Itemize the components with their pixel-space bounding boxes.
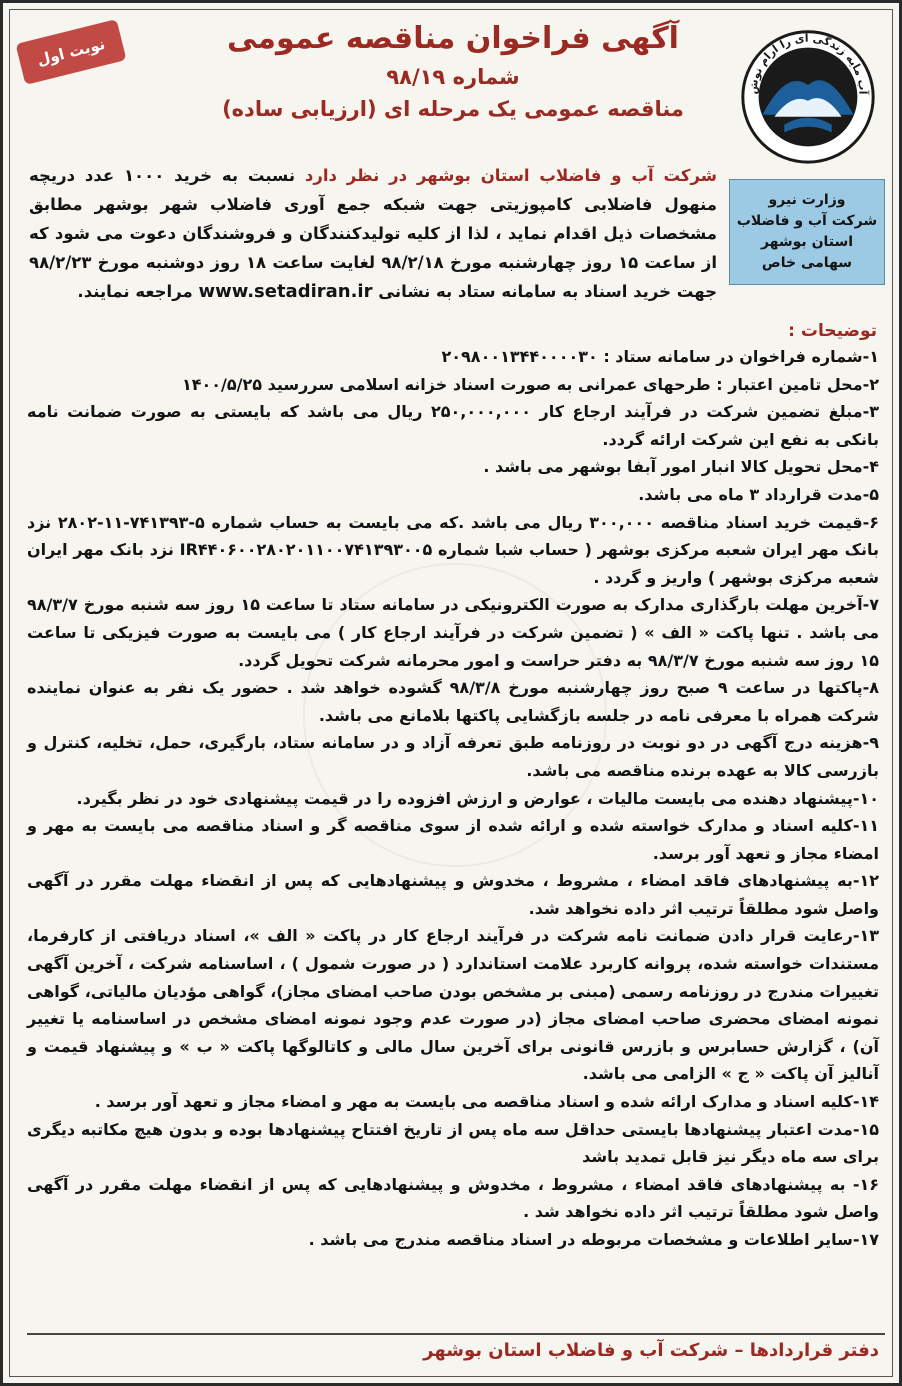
intro-tail: مراجعه نمایند. [77,282,199,301]
note-item: ۴-محل تحویل کالا انبار امور آبفا بوشهر می باشد . [483,457,879,477]
note-item: ۱۲-به پیشنهادهای فاقد امضاء ، مشروط ، مخدوش و پیشنهادهایی که پس از انقضاء مهلت مقرر در آگهی واصل شود مطلقاً ترتیب اثر داده نخواهد شد. [27,871,879,918]
notice-number: شماره ۹۸/۱۹ [386,65,520,89]
website-link[interactable]: www.setadiran.ir [198,281,373,302]
note-item: ۱۱-کلیه اسناد و مدارک خواسته شده و ارائه شده از سوی مناقصه گر و اسناد مناقصه می بایست به مهر و امضاء مجاز و تعهد آور برسد. [27,816,879,863]
notes-heading: توضیحات : [788,321,877,341]
footer-issuer: دفتر قراردادها – شرکت آب و فاضلاب استان بوشهر [27,1333,885,1369]
note-item: ۱۵-مدت اعتبار پیشنهادها بایستی حداقل سه ماه پس از تاریخ افتتاح پیشنهادها بوده و بدون هیچ مکاتبه دیگری برای سه ماه دیگر نیز قابل تمدید باشد [27,1119,879,1167]
svg-text:آب مایه زندگی ای را آرام نوش: آب مایه زندگی ای را آرام نوش [746,31,870,95]
note-item: ۱۶- به پیشنهادهای فاقد امضاء ، مشروط ، مخدوش و پیشنهادهایی که پس از انقضاء مهلت مقرر در آگهی واصل شود مطلقاً ترتیب اثر داده نخواهد شد . [27,1174,879,1222]
note-item: ۱-شماره فراخوان در سامانه ستاد : ۲۰۹۸۰۰۱۳۴۴۰۰۰۰۳۰ [441,347,879,366]
note-item: ۱۰-پیشنهاد دهنده می بایست مالیات ، عوارض و ارزش افزوده را در قیمت پیشنهادی خود در نظر بگیرد. [76,788,879,808]
company-name: شرکت آب و فاضلاب استان بوشهر در نظر دارد [304,166,717,185]
ministry-info-box [729,179,885,285]
note-item: ۱۷-سایر اطلاعات و مشخصات مربوطه در اسناد مناقصه مندرج می باشد . [308,1230,879,1249]
ministry-line: استان بوشهر [760,234,854,250]
ministry-line: شرکت آب و فاضلاب [736,213,878,229]
ministry-line: سهامی خاص [761,255,853,271]
company-logo-block [721,13,893,301]
note-item: ۵-مدت قرارداد ۳ ماه می باشد. [638,484,879,504]
note-item: ۳-مبلغ تضمین شرکت در فرآیند ارجاع کار ۲۵۰,۰۰۰,۰۰۰ ریال می باشد که بایستی به صورت ضمانت نامه بانکی به نفع این شرکت ارائه گردد. [27,402,879,449]
note-item: ۱۴-کلیه اسناد و مدارک ارائه شده و اسناد مناقصه می بایست به مهر و امضاء مجاز و تعهد آور برسد . [94,1092,879,1112]
note-item: ۶-قیمت خرید اسناد مناقصه ۳۰۰,۰۰۰ ریال می باشد .که می بایست به حساب شماره ۵-۷۴۱۳۹۳-۱۱-۲۸۰۲ نزد بانک مهر ایران شعبه مرکزی بوشهر ( حساب شبا شماره IR۴۴۰۶۰۰۲۸۰۲۰۱۱۰۰۷۴۱۳۹۳۰۰۵ نزد بانک مهر ایران شعبه مرکزی بوشهر ) واریز و گردد . [27,512,880,587]
water-company-logo-icon [729,13,887,173]
first-publication-badge: نوبت اول [15,19,126,85]
notes-list [27,343,879,1254]
note-item: ۷-آخرین مهلت بارگذاری مدارک به صورت الکترونیکی در سامانه ستاد تا ساعت ۱۵ روز سه شنبه مورخ ۹۸/۳/۷ می باشد . تنها پاکت « الف » ( تضمین شرکت در فرآیند ارجاع کار ) می بایست به صورت فیزیکی تا ساعت ۱۵ روز سه شنبه مورخ ۹۸/۳/۷ به دفتر حراست و امور محرمانه شرکت تحویل گردد. [27,595,879,670]
ministry-line: وزارت نیرو [768,192,846,208]
intro-paragraph [29,161,717,306]
intro-body: نسبت به خرید ۱۰۰۰ عدد دریچه منهول فاضلابی کامپوزیتی جهت شبکه جمع آوری فاضلاب شهر بوشهر مطابق مشخصات ذیل اقدام نماید ، لذا از کلیه تولیدکنندگان و فروشندگان دعوت می شود که از ساعت ۱۵ روز چهارشنبه مورخ ۹۸/۲/۱۸ لغایت ساعت ۱۸ روز دوشنبه مورخ ۹۸/۲/۲۳ جهت خرید اسناد به سامانه ستاد به نشانی [29,166,717,301]
note-item: ۹-هزینه درج آگهی در دو نوبت در روزنامه طبق تعرفه آزاد و در سامانه ستاد، بارگیری، حمل، تخلیه، کنترل و بازرسی کالا به عهده برنده مناقصه می باشد. [27,733,879,780]
notice-header [203,17,703,125]
note-item: ۱۳-رعایت قرار دادن ضمانت نامه شرکت در فرآیند ارجاع کار در پاکت « الف »، اسناد دریافتی از کارفرما، مستندات خواسته شده، پروانه کاربرد علامت استاندارد ( در صورت شمول ) ، اساسنامه شرکت ، آخرین آگهی تغییرات مندرج در روزنامه رسمی (مبنی بر مشخص بودن صاحب امضای مجاز)، گواهی مؤدیان مالیاتی، گواهی نمونه امضای محضری صاحب امضای مجاز (در صورت عدم وجود نمونه امضای مشخص در اساسنامه یا تغییر آن) ، گزارش حسابرس و بازرس قانونی برای آخرین سال مالی و کاتالوگها پاکت « ب » و پیشنهاد قیمت و آنالیز آن پاکت « ج » الزامی می باشد. [27,926,879,1084]
notice-title: آگهی فراخوان مناقصه عمومی [227,21,679,56]
notice-subtitle: مناقصه عمومی یک مرحله ای (ارزیابی ساده) [222,97,684,121]
note-item: ۸-پاکتها در ساعت ۹ صبح روز چهارشنبه مورخ ۹۸/۳/۸ گشوده خواهد شد . حضور یک نفر به عنوان نماینده شرکت همراه با معرفی نامه در جلسه بازگشایی پاکتها بلامانع می باشد. [27,678,879,725]
note-item: ۲-محل تامین اعتبار : طرحهای عمرانی به صورت اسناد خزانه اسلامی سررسید ۱۴۰۰/۵/۲۵ [181,374,879,394]
